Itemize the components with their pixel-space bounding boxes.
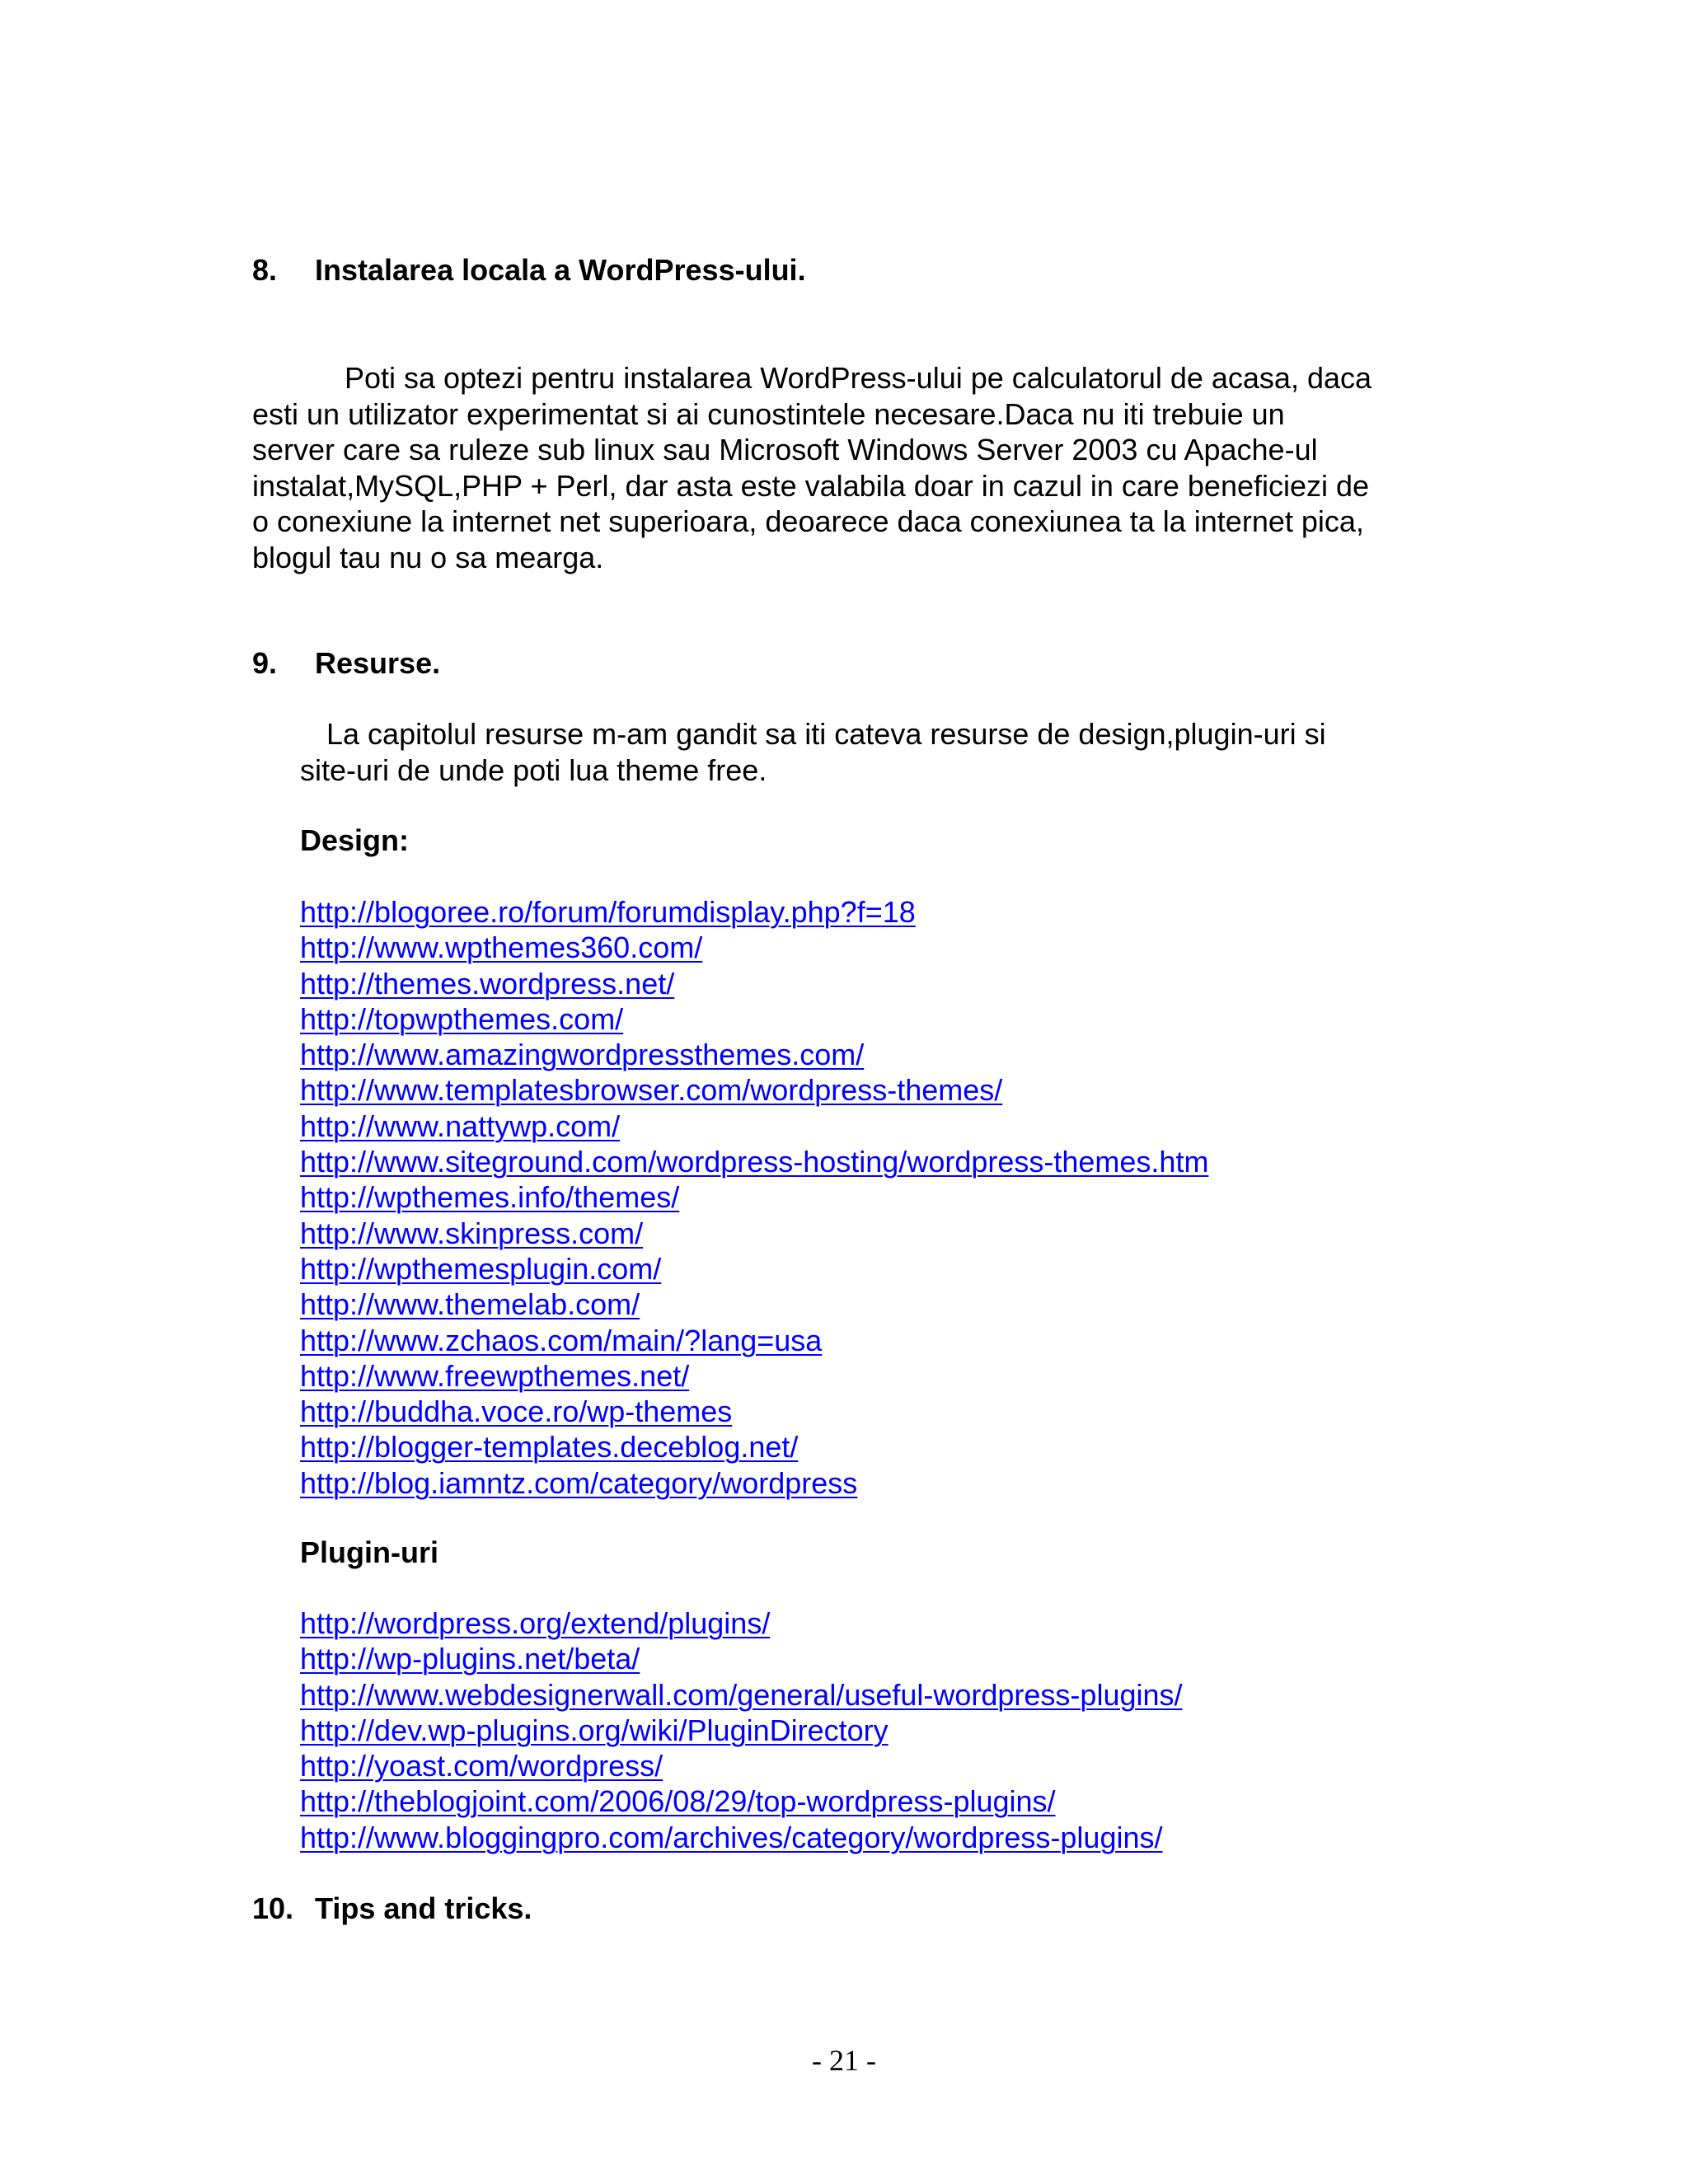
section-9-number: 9. — [252, 646, 278, 680]
design-link[interactable]: http://www.siteground.com/wordpress-hosting/wordpress-themes.htm — [300, 1145, 1209, 1179]
list-item — [300, 966, 1208, 1001]
list-item — [300, 1820, 1183, 1855]
plugin-link[interactable]: http://theblogjoint.com/2006/08/29/top-wordpress-plugins/ — [300, 1784, 1056, 1819]
list-item — [300, 1144, 1208, 1179]
list-item — [300, 1394, 1208, 1429]
plugin-link[interactable]: http://www.webdesignerwall.com/general/useful-wordpress-plugins/ — [300, 1677, 1183, 1712]
plugin-links-list — [300, 1605, 1183, 1855]
plugin-link[interactable]: http://dev.wp-plugins.org/wiki/PluginDirectory — [300, 1713, 889, 1747]
list-item — [300, 1677, 1183, 1713]
list-item — [300, 1037, 1208, 1072]
design-link[interactable]: http://www.zchaos.com/main/?lang=usa — [300, 1323, 823, 1357]
design-link[interactable]: http://www.templatesbrowser.com/wordpress-themes/ — [300, 1073, 1003, 1108]
section-8-paragraph — [252, 360, 1372, 575]
list-item — [300, 1072, 1208, 1108]
list-item — [300, 1251, 1208, 1286]
list-item — [300, 894, 1208, 930]
design-link[interactable]: http://www.amazingwordpressthemes.com/ — [300, 1038, 865, 1072]
intro-line: La capitolul resurse m-am gandit sa iti cateva resurse de design,plugin-uri si — [326, 717, 1326, 751]
plugin-link[interactable]: http://www.bloggingpro.com/archives/category/wordpress-plugins/ — [300, 1820, 1163, 1854]
list-item — [300, 930, 1208, 965]
list-item — [300, 1216, 1208, 1251]
page-number: - 21 - — [812, 2044, 876, 2077]
paragraph-line: Poti sa optezi pentru instalarea WordPress-ului pe calculatorul de acasa, daca — [345, 361, 1372, 395]
section-8-title: Instalarea locala a WordPress-ului. — [315, 253, 806, 287]
list-item — [300, 1108, 1208, 1144]
section-10-title: Tips and tricks. — [315, 1891, 532, 1925]
list-item — [300, 1713, 1183, 1748]
design-link[interactable]: http://www.themelab.com/ — [300, 1287, 640, 1322]
design-link[interactable]: http://wpthemesplugin.com/ — [300, 1251, 662, 1286]
paragraph-line: o conexiune la internet net superioara, deoarece daca conexiunea ta la internet pica, — [252, 504, 1364, 538]
list-item — [300, 1358, 1208, 1394]
plugin-link[interactable]: http://wordpress.org/extend/plugins/ — [300, 1606, 771, 1640]
design-links-list — [300, 894, 1208, 1501]
list-item — [300, 1429, 1208, 1465]
section-8-number: 8. — [252, 253, 278, 287]
paragraph-line: blogul tau nu o sa mearga. — [252, 540, 604, 574]
design-link[interactable]: http://www.skinpress.com/ — [300, 1216, 644, 1250]
design-heading: Design: — [300, 823, 410, 857]
paragraph-line: esti un utilizator experimentat si ai cunostintele necesare.Daca nu iti trebuie un — [252, 396, 1285, 431]
design-link[interactable]: http://wpthemes.info/themes/ — [300, 1180, 680, 1215]
design-link[interactable]: http://www.wpthemes360.com/ — [300, 930, 703, 965]
paragraph-line: server care sa ruleze sub linux sau Microsoft Windows Server 2003 cu Apache-ul — [252, 433, 1318, 466]
list-item — [300, 1179, 1208, 1215]
section-10-heading — [252, 1891, 532, 1927]
list-item — [300, 1783, 1183, 1819]
section-10-number: 10. — [252, 1891, 294, 1925]
design-link[interactable]: http://blogoree.ro/forum/forumdisplay.php?f=18 — [300, 895, 916, 929]
list-item — [300, 1465, 1208, 1501]
design-link[interactable]: http://blog.iamntz.com/category/wordpress — [300, 1465, 858, 1500]
plugin-link[interactable]: http://yoast.com/wordpress/ — [300, 1749, 663, 1783]
design-link[interactable]: http://blogger-templates.deceblog.net/ — [300, 1430, 799, 1465]
section-9-heading — [252, 645, 440, 682]
paragraph-line: instalat,MySQL,PHP + Perl, dar asta este valabila doar in cazul in care beneficiezi de — [252, 468, 1370, 503]
section-9-intro — [300, 716, 1326, 788]
design-link[interactable]: http://themes.wordpress.net/ — [300, 966, 675, 1001]
intro-line: site-uri de unde poti lua theme free. — [300, 752, 767, 787]
design-link[interactable]: http://topwpthemes.com/ — [300, 1001, 624, 1036]
design-link[interactable]: http://www.freewpthemes.net/ — [300, 1358, 690, 1393]
list-item — [300, 1605, 1183, 1641]
list-item — [300, 1286, 1208, 1322]
section-8-heading — [252, 252, 806, 288]
design-link[interactable]: http://www.nattywp.com/ — [300, 1108, 621, 1143]
list-item — [300, 1641, 1183, 1676]
list-item — [300, 1323, 1208, 1358]
list-item — [300, 1748, 1183, 1783]
section-9-title: Resurse. — [315, 646, 441, 680]
plugin-link[interactable]: http://wp-plugins.net/beta/ — [300, 1642, 640, 1676]
plugins-heading: Plugin-uri — [300, 1535, 438, 1569]
list-item — [300, 1001, 1208, 1037]
design-link[interactable]: http://buddha.voce.ro/wp-themes — [300, 1394, 733, 1429]
